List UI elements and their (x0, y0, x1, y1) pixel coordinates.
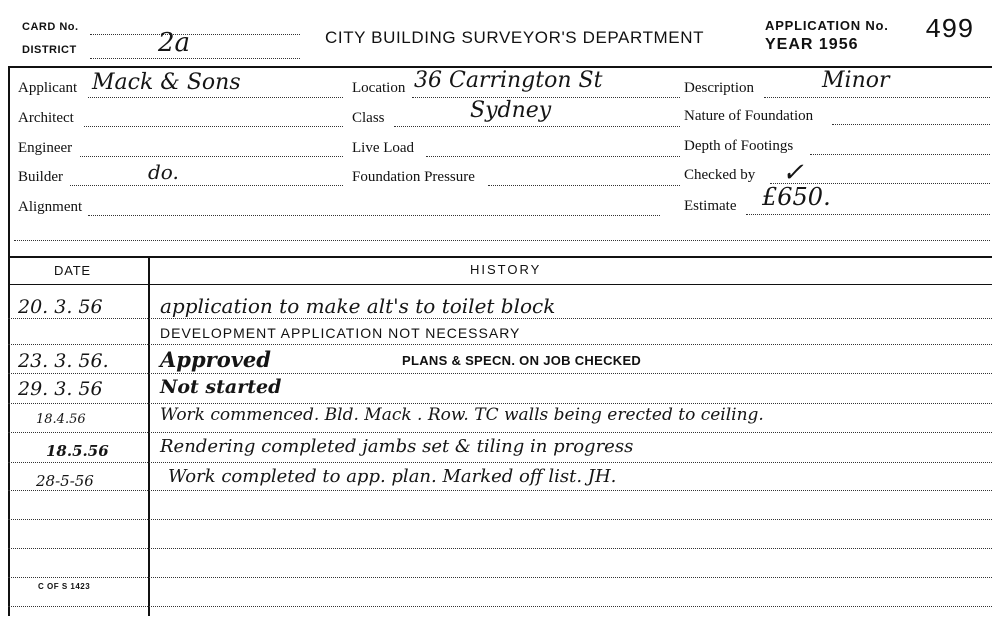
history-line (8, 490, 992, 491)
history-line (8, 519, 992, 520)
history-entry-text: Work commenced. Bld. Mack . Row. TC walls being erected to ceiling. (160, 405, 764, 425)
district-value: 2a (158, 28, 191, 58)
description-label: Description (684, 80, 754, 96)
history-line (8, 432, 992, 433)
history-entry-text: application to make alt's to toilet block (160, 294, 556, 318)
live-load-label: Live Load (352, 140, 415, 156)
nature-of-foundation-label: Nature of Foundation (684, 108, 814, 124)
foundation-pressure-line (488, 185, 680, 186)
builder-label: Builder (18, 169, 63, 185)
history-entry-date: 23. 3. 56. (18, 350, 109, 372)
history-line (8, 606, 992, 607)
history-entry-stamp: DEVELOPMENT APPLICATION NOT NECESSARY (160, 325, 521, 341)
nature-of-foundation-line (832, 124, 990, 125)
date-column-divider (148, 256, 150, 616)
history-column-header: HISTORY (470, 262, 542, 277)
card-no-line (90, 34, 300, 35)
history-line (8, 577, 992, 578)
year-label: YEAR 1956 (765, 36, 859, 53)
applicant-line (88, 97, 343, 98)
alignment-label: Alignment (18, 199, 83, 215)
history-line (8, 318, 992, 319)
estimate-value: £650. (762, 183, 831, 211)
application-number: 499 (925, 16, 974, 46)
location-value: 36 Carrington St (414, 68, 603, 93)
architect-label: Architect (18, 110, 74, 126)
district-line (90, 58, 300, 59)
foundation-pressure-label: Foundation Pressure (352, 169, 475, 185)
alignment-line (88, 215, 660, 216)
builder-line (70, 185, 343, 186)
history-top-rule (8, 256, 992, 258)
district-label: DISTRICT (22, 44, 77, 56)
history-entry-text: Rendering completed jambs set & tiling in progress (160, 436, 634, 457)
date-column-header: DATE (54, 263, 91, 278)
blank-field-line (14, 240, 990, 241)
department-title: CITY BUILDING SURVEYOR'S DEPARTMENT (325, 28, 705, 47)
history-line (8, 344, 992, 345)
card-no-label: CARD No. (22, 21, 79, 33)
history-entry-text: Work completed to app. plan. Marked off list. JH. (168, 466, 617, 487)
history-line (8, 548, 992, 549)
history-entry-text: Not started (160, 376, 282, 398)
history-entry-text: Approved (160, 347, 271, 372)
estimate-line (746, 214, 990, 215)
checked-by-label: Checked by (684, 167, 756, 183)
class-label: Class (352, 110, 385, 126)
builder-value: do. (148, 160, 179, 184)
history-header-rule (8, 284, 992, 285)
applicant-value: Mack & Sons (92, 70, 241, 95)
class-value: Sydney (470, 98, 552, 123)
form-code: C OF S 1423 (38, 582, 91, 591)
history-entry-date: 20. 3. 56 (18, 296, 103, 318)
location-label: Location (352, 80, 406, 96)
live-load-line (426, 156, 680, 157)
class-line (394, 126, 680, 127)
history-entry-date: 18.4.56 (36, 412, 86, 427)
history-line (8, 462, 992, 463)
history-line (8, 373, 992, 374)
history-entry-date: 28-5-56 (36, 472, 94, 490)
left-border-bottom (8, 256, 10, 616)
depth-of-footings-line (810, 154, 990, 155)
application-no-label: APPLICATION No. (765, 18, 889, 33)
checked-by-value: ✓ (782, 158, 804, 188)
engineer-line (80, 156, 343, 157)
description-value: Minor (822, 68, 890, 93)
history-entry-date: 29. 3. 56 (18, 378, 103, 400)
history-entry-date: 18.5.56 (46, 442, 109, 460)
estimate-label: Estimate (684, 198, 737, 214)
depth-of-footings-label: Depth of Footings (684, 138, 794, 154)
history-entry-stamp: PLANS & SPECN. ON JOB CHECKED (402, 353, 642, 368)
applicant-label: Applicant (18, 80, 78, 96)
architect-line (84, 126, 343, 127)
history-line (8, 403, 992, 404)
description-line (764, 97, 990, 98)
engineer-label: Engineer (18, 140, 73, 156)
left-border-top (8, 66, 10, 261)
